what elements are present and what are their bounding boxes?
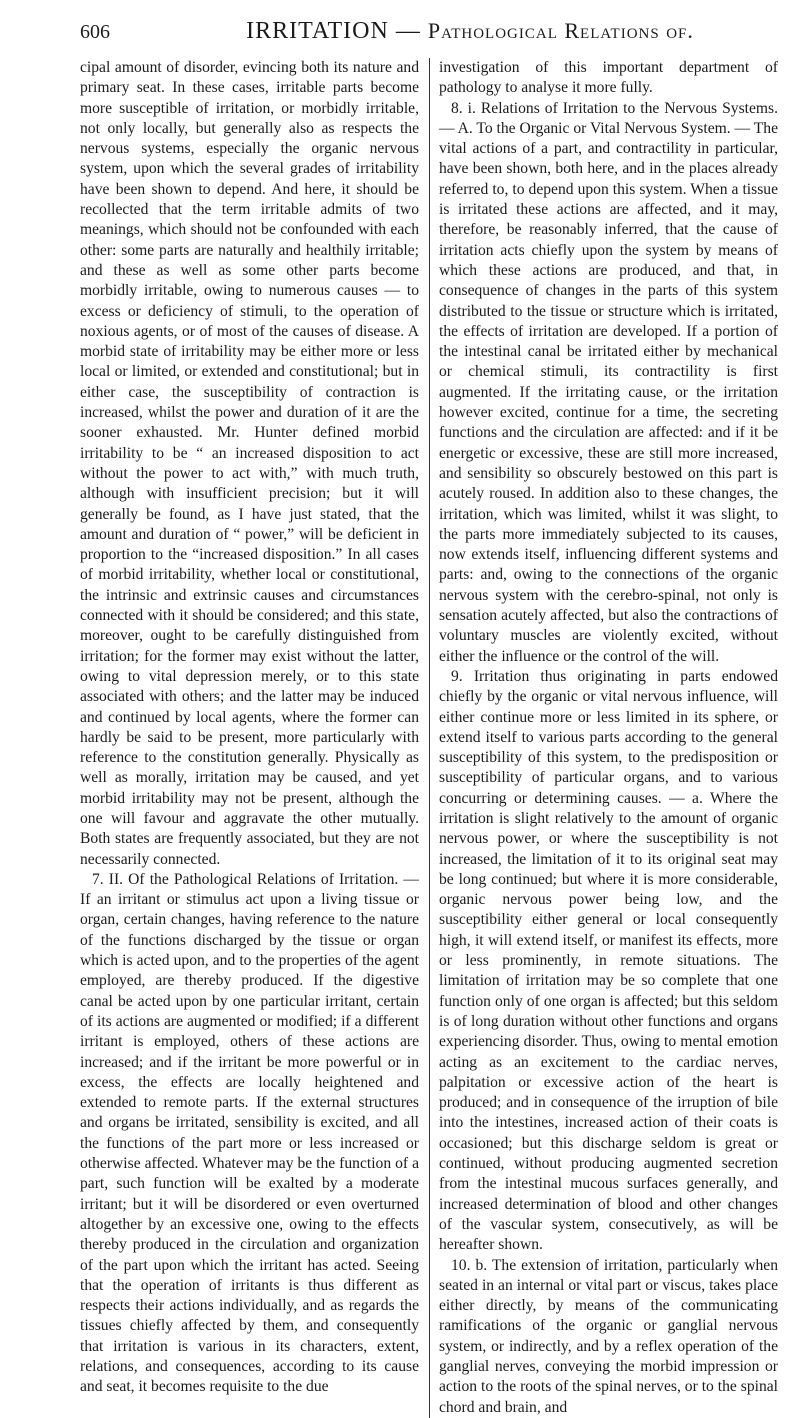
running-head [162, 18, 778, 45]
running-head-dash: — [388, 18, 428, 44]
text-columns [80, 58, 778, 1418]
paragraph-section-7: 7. II. Of the Pathological Relations of Irritation. — If an irritant or stimulus act upon a living tissue or organ, certain changes, having reference to the nature of the functions discharged by the tissue or organ which is acted upon, and to the properties of the agent employed, are thereby produced. If the digestive canal be acted upon by one particular irritant, certain of its actions are augmented or modified; if a different irritant is employed, others of these actions are increased; and if the irritant be more powerful or in excess, the effects are locally heightened and extended to remote parts. If the external structures and organs be irritated, sensibility is excited, and all the functions of the part more or less increased or otherwise affected. Whatever may be the function of a part, such function will be exalted by a moderate irritant; but it will be disordered or even overturned altogether by an excessive one, owing to the effects thereby produced in the circulation and organization of the part upon which the irritant has acted. Seeing that the operation of irritants is thus different as respects their actions individually, and as regards the tissues chiefly affected by them, and consequently that irritation is various in its characters, extent, relations, and consequences, according to its cause and seat, it becomes requisite to the due [80, 870, 419, 1396]
left-column [80, 58, 419, 1418]
paragraph: investigation of this important department of pathology to analyse it more fully. [439, 59, 778, 97]
paragraph: cipal amount of disorder, evincing both its nature and primary seat. In these cases, irritable parts become more susceptible of irritation, or morbidly irritable, not only locally, but generally also as respects the nervous systems, especially the organic nervous system, upon which the several grades of irritability have been shown to depend. And here, it should be recollected that the term irritable admits of two meanings, which should not be confounded with each other: some parts are naturally and healthily irritable; and these as well as some other parts become morbidly irritable, owing to numerous causes — to excess or deficiency of stimuli, to the operation of noxious agents, or of most of the causes of disease. A morbid state of irritability may be either more or less local or limited, or extended and constitutional; but in either case, the susceptibility of contraction is increased, whilst the power and duration of it are the sooner exhausted. Mr. Hunter defined morbid irritability to be “ an increased disposition to act without the power to act with,” with much truth, although with insufficient precision; but it will generally be found, as I have just stated, that the amount and duration of “ power,” will be deficient in proportion to the “increased disposition.” In all cases of morbid irritability, whether local or constitutional, the intrinsic and extrinsic causes and circumstances connected with it should be considered; and this state, moreover, ought to be carefully distinguished from irritation; for the former may exist without the latter, owing to vital depression merely, or to this state associated with others; and the latter may be induced and continued by local agents, where the former can hardly be said to be present, more particularly with reference to the constitution generally. Physically as well as morally, irritation may be caused, and yet morbid irritability may not be present, although the one will favour and aggravate the other mutually. Both states are frequently associated, but they are not necessarily connected. [80, 59, 419, 868]
paragraph-section-8: 8. i. Relations of Irritation to the Nervous Systems. — A. To the Organic or Vital Nervous System. — The vital actions of a part, and contractility in particular, have been shown, both here, and in the places already referred to, to depend upon this system. When a tissue is irritated these actions are affected, and it may, therefore, be reasonably inferred, that the cause of irritation acts chiefly upon the system by means of which these actions are produced, and that, in consequence of changes in the parts of this system distributed to the tissue or structure which is irritated, the effects of irritation are developed. If a portion of the intestinal canal be irritated either by mechanical or chemical stimuli, its contractility is first augmented. If the irritating cause, or the irritation however excited, continue for a time, the secreting functions and the circulation are affected: and if it be energetic or excessive, these are still more increased, and sensibility so obscurely bestowed on this part is acutely roused. In addition also to these changes, the irritation, which was limited, whilst it was slight, to the parts more immediately subjected to its causes, now extends itself, influencing different systems and parts: and, owing to the connections of the organic nervous system with the cerebro-spinal, not only is sensation acutely affected, but also the contractions of voluntary muscles are violently excited, without either the influence or the control of the will. [439, 99, 778, 665]
paragraph-section-9: 9. Irritation thus originating in parts endowed chiefly by the organic or vital nervous influence, will either continue more or less limited in its sphere, or extend itself to various parts according to the general susceptibility of this system, to the predisposition or susceptibility of particular organs, and to various concurring or determining causes. — a. Where the irritation is slight relatively to the amount of organic nervous power, or where the susceptibility is not increased, the limitation of it to its original seat may be long continued; but where it is more considerable, organic nervous power being low, and the susceptibility either general or local consequently high, it will extend itself, or manifest its effects, more or less prominently, in remote situations. The limitation of irritation may be so complete that one function only of one organ is affected; but this seldom is of long duration without other functions and organs experiencing disorder. Thus, owing to mental emotion acting as an excitement to the cardiac nerves, palpitation or excessive action of the heart is produced; and in consequence of the irruption of bile into the intestines, increased action of their coats is occasioned; but this discharge seldom is great or continued, without producing augmented secretion from the intestinal mucous surfaces generally, and increased determination of blood and other changes of the vascular system, consecutively, as will be hereafter shown. [439, 667, 778, 1254]
page-number: 606 [80, 21, 110, 43]
right-column [429, 58, 778, 1418]
running-head-sub: Pathological Relations of. [427, 18, 694, 43]
page-header [80, 18, 778, 54]
running-head-main: IRRITATION [246, 18, 389, 44]
paragraph-section-10: 10. b. The extension of irritation, particularly when seated in an internal or vital part or viscus, takes place either directly, by means of the communicating ramifications of the organic or ganglial nervous system, or indirectly, and by a reflex operation of the ganglial nerves, conveying the morbid impression or action to the roots of the spinal nerves, or to the spinal chord and brain, and [439, 1256, 778, 1416]
